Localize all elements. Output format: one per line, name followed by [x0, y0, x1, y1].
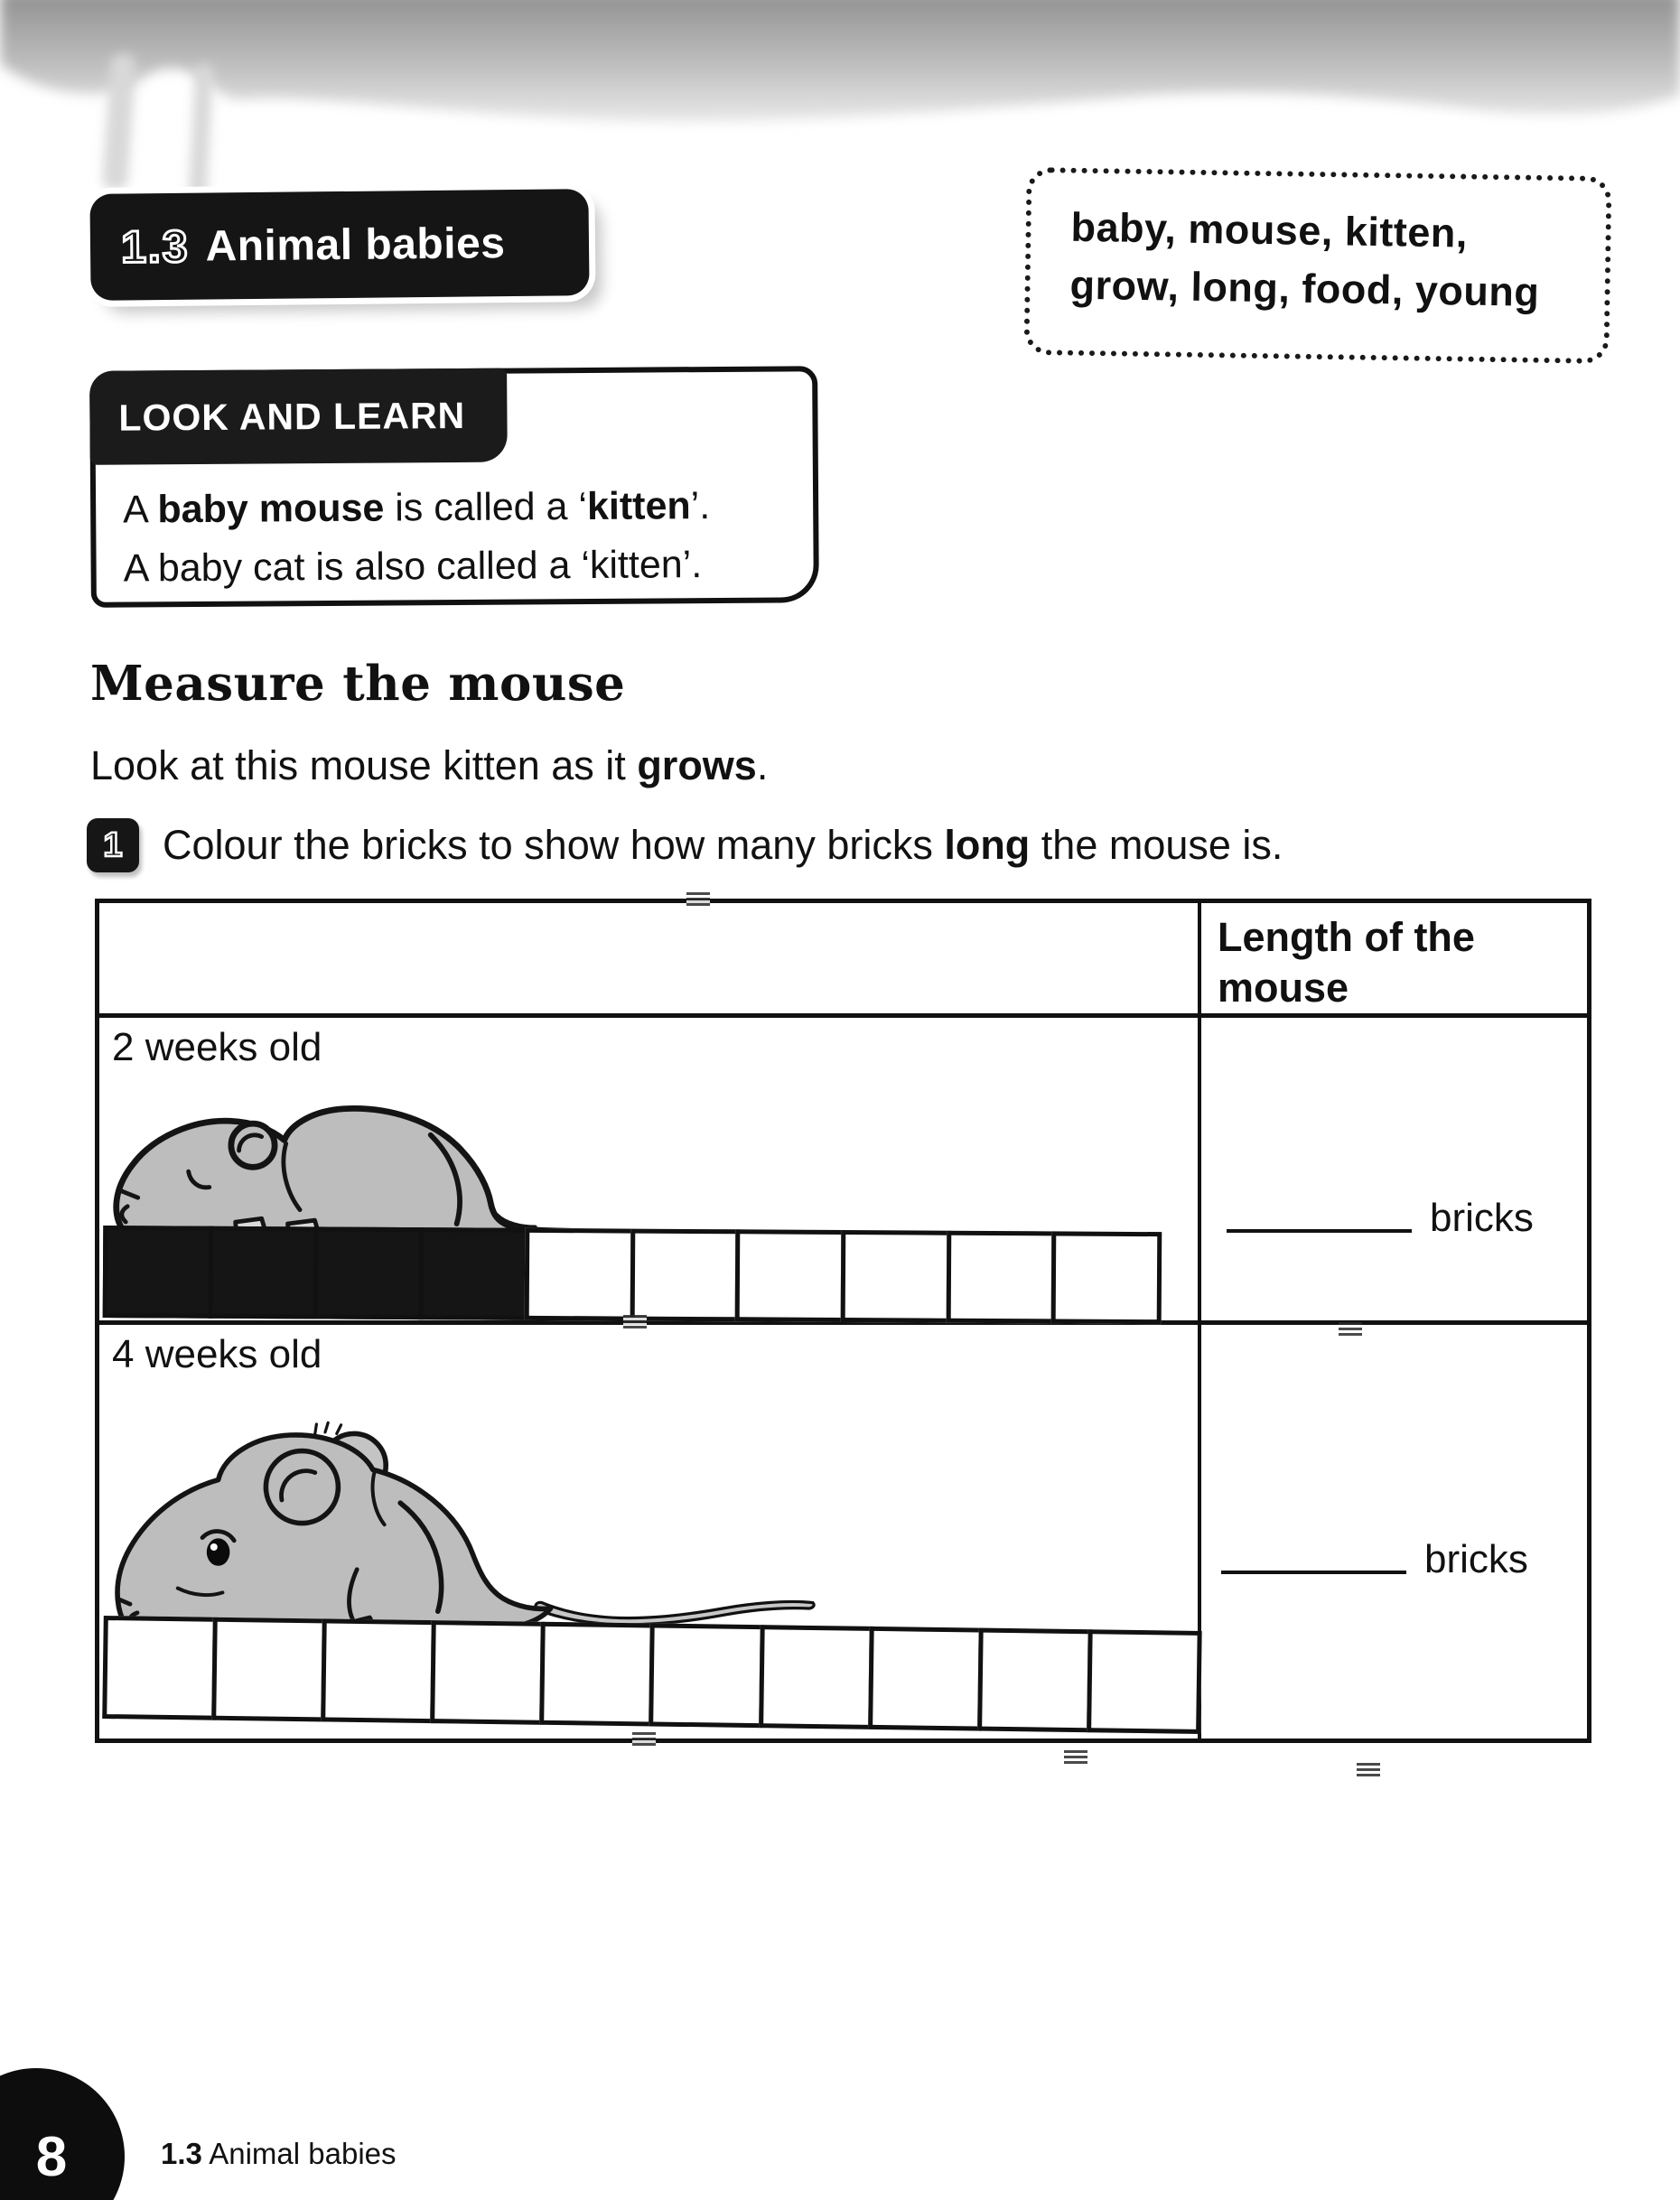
brick-cell[interactable]	[313, 1226, 424, 1319]
question-number-badge: 1	[87, 818, 139, 872]
page-number: 8	[35, 2125, 68, 2188]
brick-cell[interactable]	[946, 1231, 1056, 1324]
answer-unit-label: bricks	[1424, 1537, 1528, 1581]
answer-blank-line[interactable]	[1227, 1229, 1412, 1233]
footer-section-label: 1.3 Animal babies	[161, 2137, 397, 2170]
lesson-badge	[89, 189, 589, 301]
brick-cell[interactable]	[419, 1227, 529, 1320]
look-and-learn-title: LOOK AND LEARN	[118, 394, 466, 439]
keyword-box	[1023, 167, 1611, 364]
brick-cell[interactable]	[649, 1623, 765, 1728]
question-text: Colour the bricks to show how many bricks long the mouse is.	[163, 822, 1283, 868]
brick-cell[interactable]	[540, 1622, 656, 1727]
answer-unit-label: bricks	[1430, 1196, 1534, 1240]
table-answer-cell	[1201, 1018, 1587, 1325]
lesson-title: Animal babies	[205, 219, 506, 271]
look-and-learn-line1: A baby mouse is called a ‘kitten’.	[123, 484, 711, 532]
brick-cell[interactable]	[1087, 1629, 1202, 1734]
section-heading: Measure the mouse	[90, 656, 626, 712]
brick-cell[interactable]	[211, 1617, 327, 1722]
table-header-right-cell	[1201, 903, 1587, 1018]
measurement-table	[95, 899, 1591, 1743]
scan-artifact	[1339, 1322, 1362, 1336]
answer-area	[1227, 1198, 1534, 1238]
brick-strip	[102, 1616, 1201, 1734]
look-and-learn-line2: A baby cat is also called a ‘kitten’.	[123, 542, 703, 591]
brick-cell[interactable]	[868, 1627, 984, 1731]
brick-cell[interactable]	[102, 1616, 218, 1720]
intro-text: Look at this mouse kitten as it grows.	[90, 742, 769, 788]
mouse-kitten-2-weeks-illustration	[107, 1068, 594, 1235]
look-and-learn-header	[89, 368, 508, 465]
brick-cell[interactable]	[430, 1620, 546, 1725]
scan-artifact	[1357, 1763, 1380, 1776]
row-label: 4 weeks old	[112, 1332, 322, 1376]
scan-artifact	[632, 1732, 656, 1746]
scan-artifact	[623, 1315, 647, 1328]
table-answer-cell	[1201, 1325, 1587, 1739]
brick-cell[interactable]	[841, 1230, 951, 1323]
brick-cell[interactable]	[1051, 1231, 1162, 1324]
brick-cell[interactable]	[208, 1226, 318, 1319]
mouse-kitten-4-weeks-illustration	[108, 1399, 831, 1637]
brick-cell[interactable]	[524, 1228, 634, 1321]
look-and-learn-box	[89, 366, 819, 608]
table-header-left-cell	[99, 903, 1201, 1018]
question-1	[87, 818, 1283, 872]
page-number-circle	[0, 2068, 125, 2200]
answer-area	[1221, 1537, 1528, 1581]
lesson-number: 1.3	[120, 220, 190, 273]
brick-cell[interactable]	[735, 1229, 845, 1322]
scan-artifact	[1064, 1750, 1087, 1764]
table-row-2-weeks	[99, 1018, 1201, 1325]
brick-cell[interactable]	[759, 1625, 874, 1729]
row-label: 2 weeks old	[112, 1025, 322, 1069]
scan-shadow-band	[0, 0, 1680, 154]
brick-cell[interactable]	[321, 1618, 436, 1723]
brick-cell[interactable]	[630, 1229, 740, 1322]
brick-strip	[103, 1226, 1162, 1324]
brick-cell[interactable]	[103, 1226, 213, 1319]
keyword-line: baby, mouse, kitten,	[1070, 203, 1469, 256]
length-column-header: Length of the mouse	[1218, 914, 1475, 1011]
brick-cell[interactable]	[977, 1628, 1093, 1733]
answer-blank-line[interactable]	[1221, 1571, 1406, 1574]
scan-artifact	[686, 892, 710, 906]
table-row-4-weeks	[99, 1325, 1201, 1739]
look-and-learn-text	[123, 476, 792, 597]
keyword-line: grow, long, food, young	[1069, 261, 1540, 315]
